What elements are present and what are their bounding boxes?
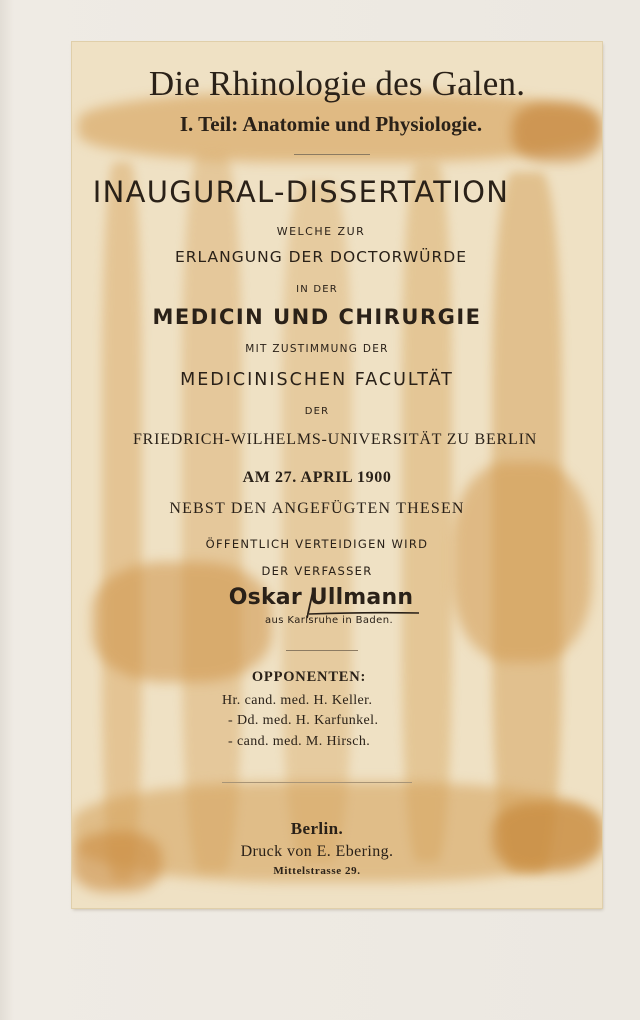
author-name: Oskar Ullmann bbox=[228, 585, 414, 610]
divider bbox=[286, 650, 358, 651]
imprint-address: Mittelstrasse 29. bbox=[273, 865, 361, 877]
text-line: IN DER bbox=[296, 284, 338, 295]
university-line: FRIEDRICH-WILHELMS-UNIVERSITÄT ZU BERLIN bbox=[132, 431, 538, 448]
opponent-item: Hr. cand. med. H. Keller. bbox=[222, 693, 373, 708]
title-page bbox=[72, 42, 602, 908]
text-line: ERLANGUNG DER DOCTORWÜRDE bbox=[174, 248, 467, 266]
text-line: DER bbox=[304, 406, 330, 417]
author-origin: aus Karlsruhe in Baden. bbox=[264, 615, 394, 626]
opponents-heading: OPPONENTEN: bbox=[251, 669, 367, 685]
field-heading: MEDICIN UND CHIRURGIE bbox=[152, 305, 482, 329]
imprint-printer: Druck von E. Ebering. bbox=[240, 843, 394, 860]
date-line: AM 27. APRIL 1900 bbox=[242, 469, 392, 486]
imprint-place: Berlin. bbox=[290, 819, 344, 838]
divider bbox=[222, 782, 412, 783]
text-line: MIT ZUSTIMMUNG DER bbox=[245, 343, 389, 355]
dissertation-heading: INAUGURAL-DISSERTATION bbox=[92, 175, 510, 209]
text-line: DER VERFASSER bbox=[261, 564, 373, 578]
text-line: ÖFFENTLICH VERTEIDIGEN WIRD bbox=[205, 537, 429, 551]
opponent-item: - cand. med. M. Hirsch. bbox=[228, 734, 371, 749]
divider bbox=[294, 154, 370, 155]
text-line: NEBST DEN ANGEFÜGTEN THESEN bbox=[169, 500, 465, 517]
opponent-item: - Dd. med. H. Karfunkel. bbox=[228, 713, 379, 728]
book-title: Die Rhinologie des Galen. bbox=[148, 64, 526, 103]
part-subtitle: I. Teil: Anatomie und Physiologie. bbox=[179, 112, 483, 136]
text-line: WELCHE ZUR bbox=[276, 225, 366, 238]
faculty-line: MEDICINISCHEN FACULTÄT bbox=[180, 370, 454, 390]
